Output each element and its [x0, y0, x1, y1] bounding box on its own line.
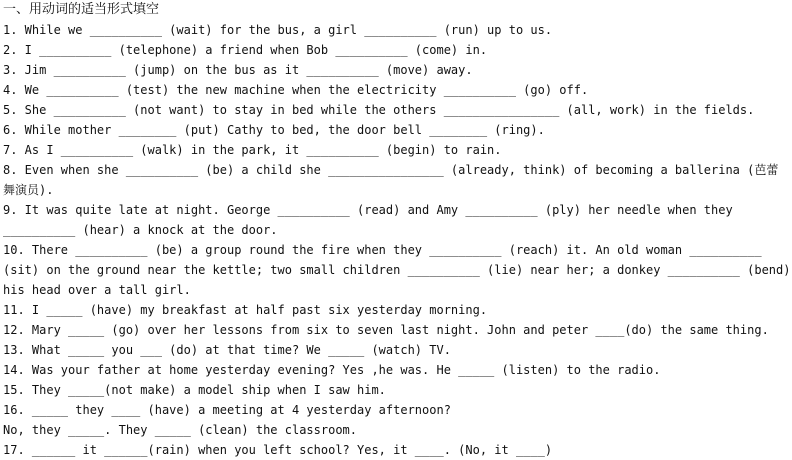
exercise-line: 17. ______ it ______(rain) when you left school? Yes, it ____. (No, it ____) [3, 443, 553, 457]
exercise-line: 13. What _____ you ___ (do) at that time? We _____ (watch) TV. [3, 343, 451, 357]
exercise-line: 10. There __________ (be) a group round the fire when they __________ (reach) it. An old woman __________ [3, 243, 762, 257]
exercise-line: 16. _____ they ____ (have) a meeting at 4 yesterday afternoon? [3, 403, 451, 417]
exercise-line: __________ (hear) a knock at the door. [3, 223, 278, 237]
exercise-line: 5. She __________ (not want) to stay in bed while the others ________________ (all, work) in the fields. [3, 103, 755, 117]
exercise-line: 4. We __________ (test) the new machine when the electricity __________ (go) off. [3, 83, 589, 97]
exercise-line: 12. Mary _____ (go) over her lessons from six to seven last night. John and peter ____(do) the same thing. [3, 323, 769, 337]
exercise-line: 9. It was quite late at night. George __________ (read) and Amy __________ (ply) her needle when they [3, 203, 733, 217]
exercise-line: 1. While we __________ (wait) for the bus, a girl __________ (run) up to us. [3, 23, 553, 37]
exercise-line: 2. I __________ (telephone) a friend when Bob __________ (come) in. [3, 43, 488, 57]
exercise-line: 6. While mother ________ (put) Cathy to bed, the door bell ________ (ring). [3, 123, 545, 137]
exercise-line: his head over a tall girl. [3, 283, 191, 297]
section-title: 一、用动词的适当形式填空 [3, 2, 160, 17]
exercise-line: 14. Was your father at home yesterday evening? Yes ,he was. He _____ (listen) to the radio. [3, 363, 661, 377]
exercise-line: (sit) on the ground near the kettle; two small children __________ (lie) near her; a donkey __________ (bend) [3, 263, 791, 277]
exercise-line: 11. I _____ (have) my breakfast at half past six yesterday morning. [3, 303, 488, 317]
exercise-line: 7. As I __________ (walk) in the park, it __________ (begin) to rain. [3, 143, 502, 157]
exercise-line: 15. They _____(not make) a model ship when I saw him. [3, 383, 386, 397]
exercise-line: 8. Even when she __________ (be) a child she ________________ (already, think) of becoming a ballerina (芭蕾 [3, 163, 779, 177]
exercise-line: 3. Jim __________ (jump) on the bus as it __________ (move) away. [3, 63, 473, 77]
exercise-line: 舞演员). [3, 183, 54, 197]
exercise-line: No, they _____. They _____ (clean) the classroom. [3, 423, 358, 437]
